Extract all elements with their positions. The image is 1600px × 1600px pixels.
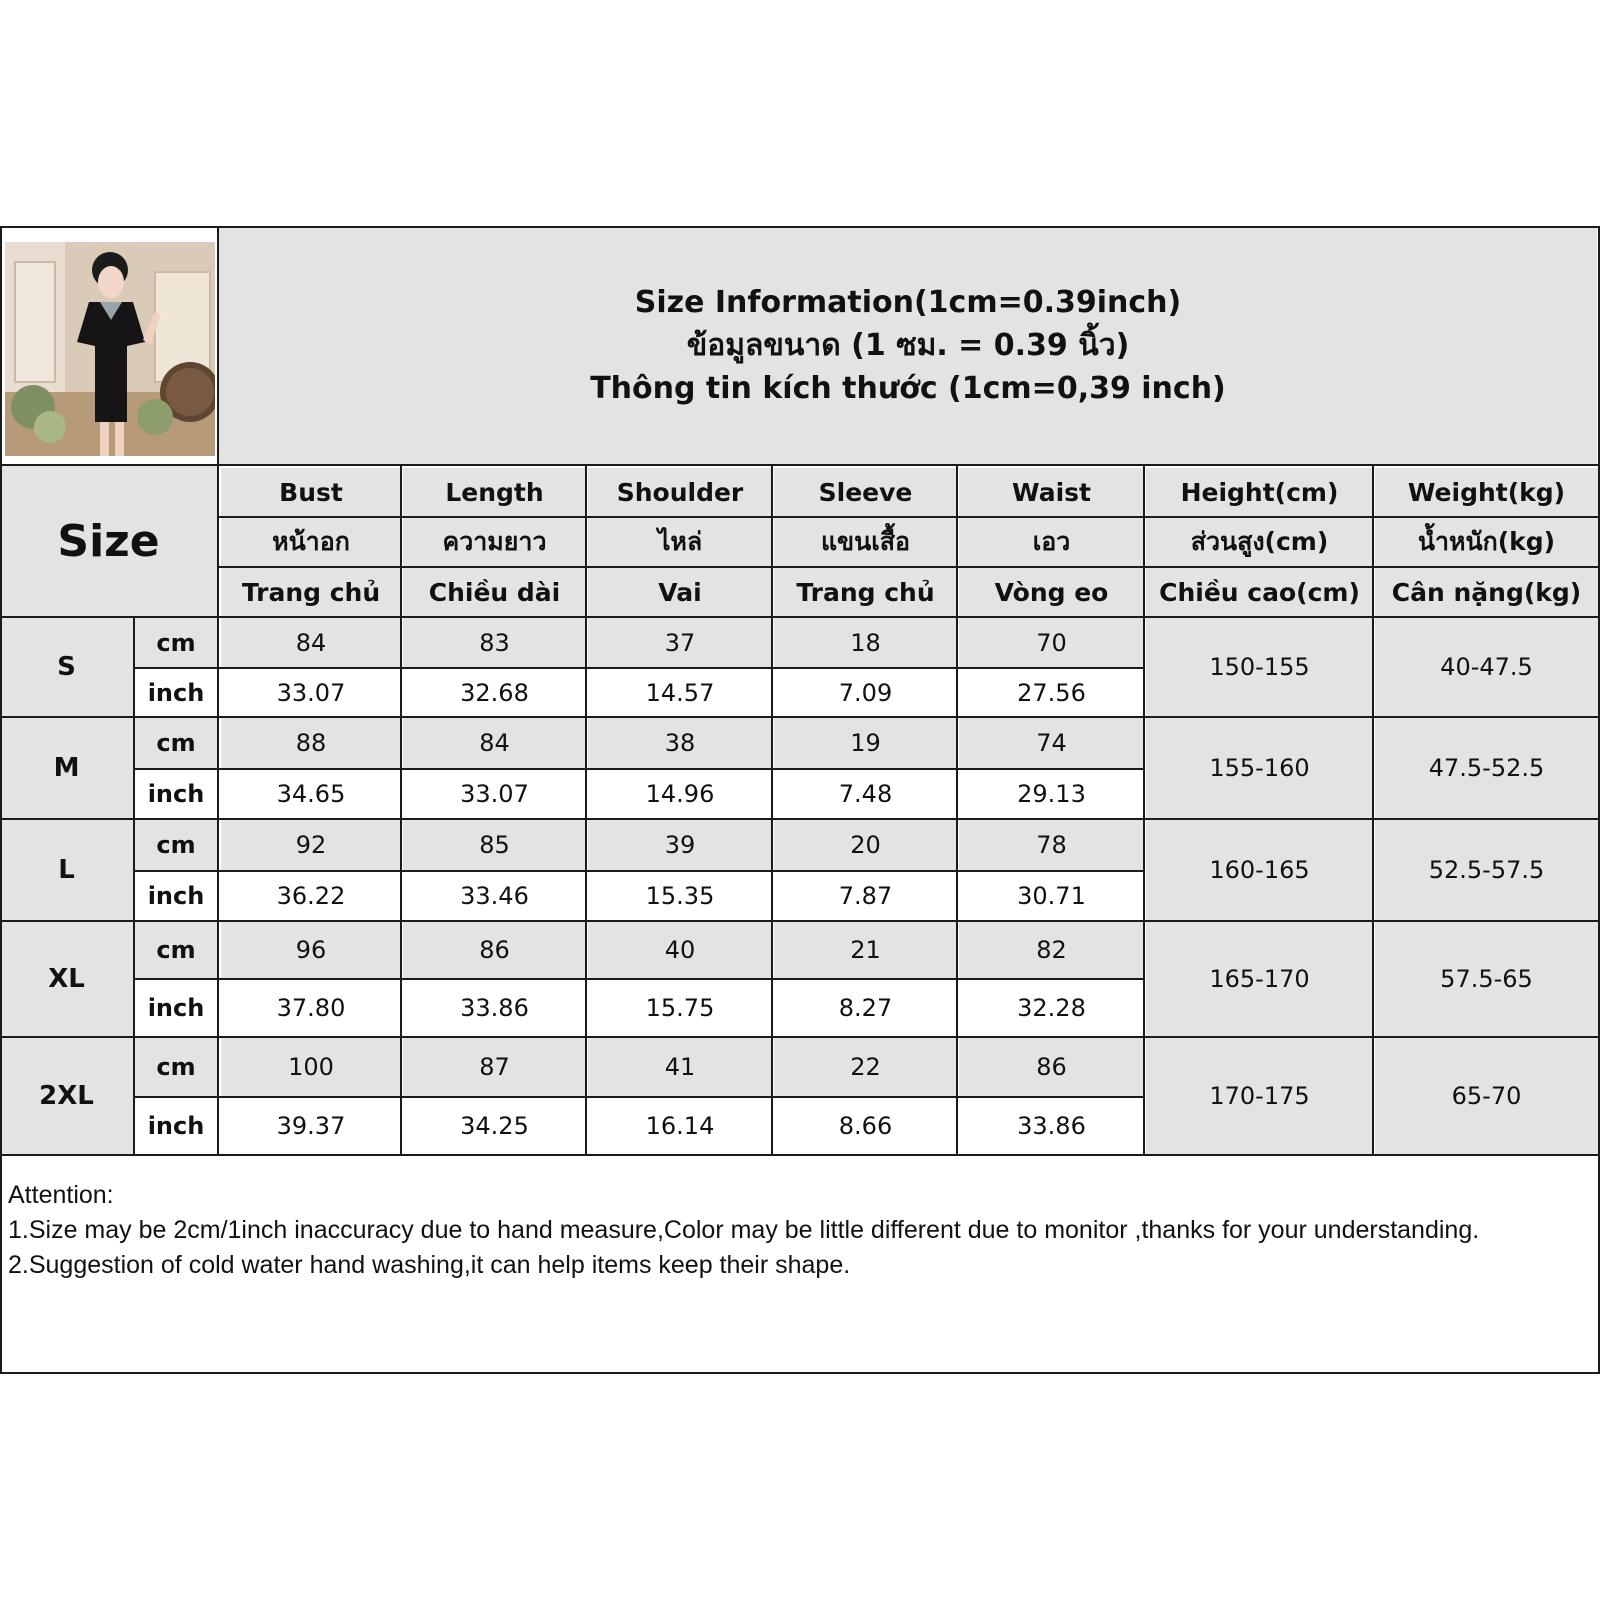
measure-cell-text: 84: [295, 628, 327, 657]
size-label: [0, 820, 133, 920]
measure-cell: [221, 1038, 401, 1096]
measure-cell-text: 34.25: [460, 1112, 529, 1140]
measure-cell: [588, 922, 772, 978]
measure-cell-text: 32.28: [1017, 994, 1086, 1022]
title-panel: [219, 226, 1597, 464]
measure-cell-text: 37.80: [276, 994, 346, 1022]
title-thai: ข้อมูลขนาด (1 ซม. = 0.39 นิ้ว): [686, 327, 1130, 363]
column-header-text: Vòng eo: [994, 577, 1109, 607]
column-header-text: Length: [445, 477, 544, 507]
measure-cell: [959, 718, 1144, 768]
title-vietnamese: Thông tin kích thước (1cm=0,39 inch): [590, 370, 1226, 406]
column-header: [1375, 518, 1598, 566]
measure-cell-text: 15.35: [645, 882, 715, 910]
measure-cell-text: 82: [1036, 936, 1067, 964]
unit-label-text: inch: [147, 994, 205, 1022]
measure-cell-text: 14.57: [645, 678, 715, 707]
measure-cell-text: 33.86: [1017, 1112, 1086, 1140]
divider-unit-row: [133, 768, 1144, 770]
frame-left: [0, 226, 2, 1374]
height-cell-text: 170-175: [1209, 1082, 1310, 1110]
measure-cell-text: 78: [1036, 831, 1067, 859]
measure-cell: [221, 1098, 401, 1154]
measure-cell-text: 88: [295, 729, 327, 757]
column-header-text: Shoulder: [616, 477, 744, 507]
column-header: [1375, 568, 1598, 616]
measure-cell: [774, 669, 957, 716]
column-header-text: Sleeve: [818, 477, 913, 507]
unit-label: [135, 1038, 217, 1096]
column-header: [1146, 568, 1373, 616]
measure-cell-text: 74: [1036, 729, 1067, 757]
column-header: [588, 518, 772, 566]
measure-cell-text: 32.68: [460, 678, 529, 707]
divider-photo: [217, 226, 219, 1154]
size-label: [0, 1038, 133, 1154]
measure-cell: [588, 872, 772, 920]
column-header-text: ส่วนสูง(cm): [1190, 527, 1329, 556]
measure-cell: [959, 1098, 1144, 1154]
unit-label-text: cm: [156, 936, 196, 964]
measure-cell: [221, 718, 401, 768]
weight-cell: [1375, 820, 1598, 920]
measure-cell-text: 39.37: [276, 1112, 346, 1140]
height-cell-text: 160-165: [1209, 856, 1310, 884]
measure-cell-text: 33.07: [276, 678, 346, 707]
measure-cell-text: 20: [850, 831, 881, 859]
divider-header-row: [217, 566, 1600, 568]
divider-group: [0, 716, 1600, 718]
height-cell-text: 155-160: [1209, 754, 1310, 782]
column-header: [221, 518, 401, 566]
divider-group: [0, 1036, 1600, 1038]
unit-label: [135, 872, 217, 920]
attention-notes: [8, 1178, 1588, 1283]
weight-cell-text: 40-47.5: [1440, 653, 1533, 681]
measure-cell-text: 36.22: [276, 882, 346, 910]
measure-cell: [959, 872, 1144, 920]
measure-cell-text: 27.56: [1017, 678, 1086, 707]
attention-heading: Attention:: [8, 1181, 114, 1209]
measure-cell: [774, 1038, 957, 1096]
divider-group: [0, 1154, 1600, 1156]
measure-cell-text: 21: [850, 936, 881, 964]
measure-cell-text: 70: [1036, 628, 1067, 657]
column-header: [403, 518, 586, 566]
unit-label-text: cm: [156, 1053, 196, 1081]
measure-cell-text: 16.14: [645, 1112, 715, 1140]
weight-cell: [1375, 718, 1598, 818]
divider-group: [0, 818, 1600, 820]
divider-header-bottom: [0, 616, 1600, 618]
divider-column: [771, 466, 773, 1154]
height-cell: [1146, 1038, 1373, 1154]
frame-top: [0, 226, 1600, 228]
measure-cell-text: 33.46: [460, 882, 529, 910]
column-header-text: Bust: [279, 477, 343, 507]
measure-cell-text: 33.07: [460, 780, 529, 808]
height-cell: [1146, 820, 1373, 920]
measure-cell: [774, 718, 957, 768]
height-cell-text: 165-170: [1209, 965, 1310, 993]
measure-cell: [403, 1098, 586, 1154]
unit-label-text: inch: [147, 678, 205, 707]
column-header-text: Trang chủ: [796, 577, 935, 607]
measure-cell-text: 19: [850, 729, 881, 757]
unit-label: [135, 669, 217, 716]
column-header-text: Chiều dài: [428, 577, 561, 607]
measure-cell: [959, 820, 1144, 870]
measure-cell: [774, 872, 957, 920]
weight-cell-text: 65-70: [1451, 1082, 1522, 1110]
measure-cell-text: 7.87: [838, 882, 893, 910]
measure-cell-text: 83: [479, 628, 510, 657]
measure-cell: [959, 618, 1144, 667]
measure-cell: [221, 669, 401, 716]
measure-cell-text: 39: [664, 831, 696, 859]
measure-cell-text: 30.71: [1017, 882, 1086, 910]
measure-cell: [588, 718, 772, 768]
measure-cell-text: 86: [1036, 1053, 1067, 1081]
unit-label: [135, 718, 217, 768]
measure-cell-text: 84: [479, 729, 510, 757]
column-header: [774, 568, 957, 616]
measure-cell-text: 85: [479, 831, 510, 859]
column-header-text: Cân nặng(kg): [1391, 577, 1582, 607]
measure-cell: [588, 770, 772, 818]
measure-cell-text: 38: [664, 729, 696, 757]
column-header-text: Chiều cao(cm): [1159, 577, 1360, 607]
column-header-text: หน้าอก: [272, 527, 350, 556]
measure-cell-text: 34.65: [276, 780, 346, 808]
measure-cell: [959, 922, 1144, 978]
measure-cell: [774, 922, 957, 978]
column-header: [221, 468, 401, 516]
size-header-label: Size: [57, 515, 160, 567]
measure-cell: [221, 770, 401, 818]
size-label: [0, 718, 133, 818]
measure-cell: [959, 980, 1144, 1036]
measure-cell-text: 29.13: [1017, 780, 1086, 808]
weight-cell: [1375, 618, 1598, 716]
divider-title: [0, 464, 1600, 466]
size-label-text: S: [57, 652, 76, 682]
measure-cell: [588, 1098, 772, 1154]
unit-label-text: inch: [147, 780, 205, 808]
column-header-text: Trang chủ: [241, 577, 381, 607]
measure-cell: [959, 1038, 1144, 1096]
measure-cell-text: 22: [850, 1053, 881, 1081]
weight-cell: [1375, 922, 1598, 1036]
measure-cell-text: 7.48: [838, 780, 893, 808]
unit-label-text: cm: [156, 628, 196, 657]
size-label: [0, 618, 133, 716]
measure-cell-text: 7.09: [838, 678, 893, 707]
column-header: [1375, 468, 1598, 516]
column-header: [959, 568, 1144, 616]
column-header: [403, 468, 586, 516]
measure-cell: [403, 980, 586, 1036]
height-cell: [1146, 922, 1373, 1036]
column-header-text: Waist: [1012, 477, 1091, 507]
column-header-text: Weight(kg): [1407, 477, 1566, 507]
column-header: [403, 568, 586, 616]
weight-cell-text: 52.5-57.5: [1428, 856, 1545, 884]
column-header-text: ความยาว: [442, 527, 547, 556]
column-header-text: แขนเสื้อ: [820, 527, 911, 556]
measure-cell: [221, 980, 401, 1036]
measure-cell-text: 8.66: [838, 1112, 893, 1140]
measure-cell-text: 14.96: [645, 780, 715, 808]
height-cell: [1146, 618, 1373, 716]
measure-cell-text: 15.75: [645, 994, 715, 1022]
column-header: [1146, 468, 1373, 516]
title-english: Size Information(1cm=0.39inch): [634, 284, 1182, 320]
unit-label: [135, 922, 217, 978]
column-header: [1146, 518, 1373, 566]
size-label-text: M: [53, 753, 80, 783]
measure-cell: [403, 922, 586, 978]
column-header-text: Height(cm): [1180, 477, 1339, 507]
measure-cell-text: 37: [664, 628, 696, 657]
divider-column: [1143, 466, 1145, 1154]
measure-cell-text: 41: [664, 1053, 696, 1081]
frame-bottom: [0, 1372, 1600, 1374]
measure-cell: [774, 980, 957, 1036]
measure-cell: [959, 770, 1144, 818]
measure-cell: [774, 618, 957, 667]
measure-cell-text: 8.27: [838, 994, 893, 1022]
unit-label-text: cm: [156, 729, 196, 757]
divider-column: [956, 466, 958, 1154]
weight-cell-text: 47.5-52.5: [1428, 754, 1545, 782]
divider-column: [1372, 466, 1374, 1154]
measure-cell: [588, 618, 772, 667]
note-size-accuracy: 1.Size may be 2cm/1inch inaccuracy due to hand measure,Color may be little different due to monitor ,thanks for your understanding.: [8, 1216, 1480, 1244]
measure-cell: [588, 820, 772, 870]
divider-header-row: [217, 516, 1600, 518]
measure-cell: [221, 922, 401, 978]
measure-cell-text: 40: [664, 936, 696, 964]
measure-cell-text: 92: [295, 831, 327, 859]
column-header-text: ไหล่: [657, 527, 703, 556]
measure-cell: [403, 618, 586, 667]
size-chart: [0, 226, 1600, 1374]
divider-unit-row: [133, 1096, 1144, 1098]
size-label: [0, 922, 133, 1036]
column-header-text: น้ำหนัก(kg): [1417, 527, 1556, 556]
column-header: [221, 568, 401, 616]
column-header: [774, 518, 957, 566]
measure-cell: [774, 820, 957, 870]
measure-cell: [403, 669, 586, 716]
unit-label-text: cm: [156, 831, 196, 859]
weight-cell: [1375, 1038, 1598, 1154]
size-label-text: XL: [48, 964, 85, 994]
column-header-text: Vai: [658, 577, 702, 607]
divider-unit-row: [133, 667, 1144, 669]
measure-cell: [588, 980, 772, 1036]
measure-cell-text: 33.86: [460, 994, 529, 1022]
measure-cell: [403, 718, 586, 768]
measure-cell-text: 86: [479, 936, 510, 964]
divider-column: [400, 466, 402, 1154]
column-header: [959, 468, 1144, 516]
measure-cell: [221, 872, 401, 920]
measure-cell-text: 87: [479, 1053, 510, 1081]
column-header: [588, 568, 772, 616]
size-label-text: 2XL: [39, 1081, 94, 1111]
measure-cell-text: 100: [288, 1053, 334, 1081]
measure-cell: [774, 770, 957, 818]
note-washing: 2.Suggestion of cold water hand washing,it can help items keep their shape.: [8, 1251, 851, 1279]
measure-cell: [403, 770, 586, 818]
measure-cell: [403, 1038, 586, 1096]
unit-label: [135, 820, 217, 870]
divider-unit-row: [133, 870, 1144, 872]
divider-column: [585, 466, 587, 1154]
measure-cell: [588, 1038, 772, 1096]
weight-cell-text: 57.5-65: [1440, 965, 1533, 993]
unit-label: [135, 618, 217, 667]
size-label-text: L: [58, 855, 75, 885]
unit-label: [135, 1098, 217, 1154]
measure-cell-text: 18: [850, 628, 881, 657]
unit-label: [135, 770, 217, 818]
unit-label-text: inch: [147, 882, 205, 910]
unit-label-text: inch: [147, 1112, 205, 1140]
measure-cell: [774, 1098, 957, 1154]
measure-cell: [959, 669, 1144, 716]
measure-cell: [588, 669, 772, 716]
model-photo-illustration: [5, 242, 215, 456]
measure-cell: [403, 820, 586, 870]
measure-cell-text: 96: [295, 936, 327, 964]
column-header-text: เอว: [1032, 527, 1071, 556]
column-header: [959, 518, 1144, 566]
unit-label: [135, 980, 217, 1036]
product-photo: [5, 242, 215, 456]
column-header: [588, 468, 772, 516]
measure-cell: [221, 618, 401, 667]
divider-group: [0, 920, 1600, 922]
measure-cell: [403, 872, 586, 920]
column-header: [774, 468, 957, 516]
divider-size-column: [133, 616, 135, 1154]
measure-cell: [221, 820, 401, 870]
divider-unit-row: [133, 978, 1144, 980]
height-cell: [1146, 718, 1373, 818]
size-header: [0, 466, 217, 616]
height-cell-text: 150-155: [1209, 653, 1310, 681]
